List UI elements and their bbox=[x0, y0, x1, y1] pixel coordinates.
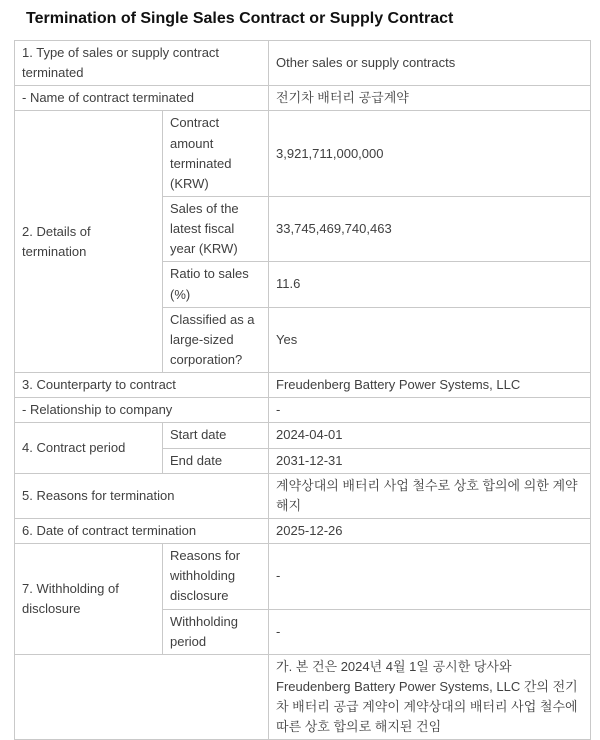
table-row bbox=[15, 518, 591, 543]
value-withholding-reasons: - bbox=[269, 544, 591, 609]
termination-table bbox=[14, 40, 591, 740]
label-sales-latest-fy: Sales of the latest fiscal year (KRW) bbox=[163, 196, 269, 261]
label-contract-period: 4. Contract period bbox=[15, 423, 163, 473]
table-row bbox=[15, 654, 591, 740]
label-date-of-termination: 6. Date of contract termination bbox=[15, 518, 269, 543]
label-type-of-contract: 1. Type of sales or supply contract terminated bbox=[15, 41, 269, 86]
label-end-date: End date bbox=[163, 448, 269, 473]
label-contract-amount: Contract amount terminated (KRW) bbox=[163, 111, 269, 197]
value-relationship: - bbox=[269, 398, 591, 423]
value-ratio-to-sales: 11.6 bbox=[269, 262, 591, 307]
table-row bbox=[15, 423, 591, 448]
value-withholding-period: - bbox=[269, 609, 591, 654]
value-sales-latest-fy: 33,745,469,740,463 bbox=[269, 196, 591, 261]
label-large-corporation: Classified as a large-sized corporation? bbox=[163, 307, 269, 372]
table-row bbox=[15, 544, 591, 609]
value-name-of-contract: 전기차 배터리 공급계약 bbox=[269, 86, 591, 111]
table-row bbox=[15, 398, 591, 423]
label-withholding-reasons: Reasons for withholding disclosure bbox=[163, 544, 269, 609]
table-row bbox=[15, 473, 591, 518]
table-row bbox=[15, 111, 591, 197]
value-date-of-termination: 2025-12-26 bbox=[269, 518, 591, 543]
page-title: Termination of Single Sales Contract or Supply Contract bbox=[26, 10, 454, 27]
table-row bbox=[15, 86, 591, 111]
value-large-corporation: Yes bbox=[269, 307, 591, 372]
value-type-of-contract: Other sales or supply contracts bbox=[269, 41, 591, 86]
label-details-of-termination: 2. Details of termination bbox=[15, 111, 163, 373]
table-row bbox=[15, 373, 591, 398]
label-other-notes-empty bbox=[15, 654, 269, 740]
label-withholding-period: Withholding period bbox=[163, 609, 269, 654]
value-end-date: 2031-12-31 bbox=[269, 448, 591, 473]
value-reasons-termination: 계약상대의 배터리 사업 철수로 상호 합의에 의한 계약 해지 bbox=[269, 473, 591, 518]
value-other-notes: 가. 본 건은 2024년 4월 1일 공시한 당사와 Freudenberg Battery Power Systems, LLC 간의 전기차 배터리 공급 계약이 계약상대의 배터리 사업 철수에 따른 상호 합의로 해지된 건임 bbox=[269, 654, 591, 740]
label-reasons-termination: 5. Reasons for termination bbox=[15, 473, 269, 518]
value-start-date: 2024-04-01 bbox=[269, 423, 591, 448]
label-relationship: - Relationship to company bbox=[15, 398, 269, 423]
value-counterparty: Freudenberg Battery Power Systems, LLC bbox=[269, 373, 591, 398]
label-start-date: Start date bbox=[163, 423, 269, 448]
label-ratio-to-sales: Ratio to sales (%) bbox=[163, 262, 269, 307]
label-counterparty: 3. Counterparty to contract bbox=[15, 373, 269, 398]
value-contract-amount: 3,921,711,000,000 bbox=[269, 111, 591, 197]
label-withholding: 7. Withholding of disclosure bbox=[15, 544, 163, 655]
table-row bbox=[15, 41, 591, 86]
label-name-of-contract: - Name of contract terminated bbox=[15, 86, 269, 111]
